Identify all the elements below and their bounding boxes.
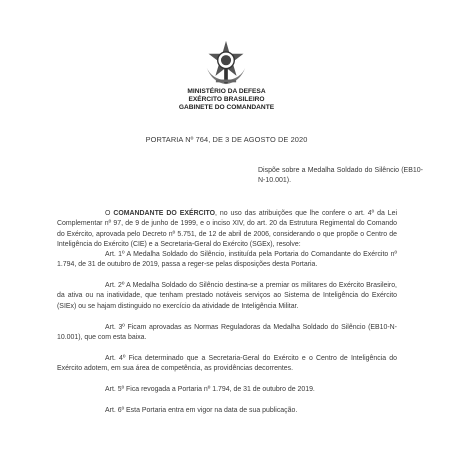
article-1: Art. 1º A Medalha Soldado do Silêncio, instituída pela Portaria do Comandante do Exército nº 1.794, de 31 de outubro de 2019, passa a reger-se pelas disposições desta Portaria. <box>57 251 397 269</box>
cabinet-name: GABINETE DO COMANDANTE <box>178 104 275 111</box>
article-3: Art. 3º Ficam aprovadas as Normas Reguladoras da Medalha Soldado do Silêncio (EB10-N-10.001), que com esta baixa. <box>57 324 397 342</box>
commander-title: COMANDANTE DO EXÉRCITO <box>113 210 216 217</box>
preamble-lead: O <box>105 210 114 217</box>
preamble-text: , no uso das atribuições que lhe confere o art. 4º da Lei Complementar nº 97, de 9 de junho de 1999, e o inciso XIV, do art. 20 da Estrutura Regimental do Comando do Exército, aprovada pelo Decreto nº 5.751, de 12 de abril de 2006, considerando o que propõe o Centro de Inteligência do Exército (CIE) e a Secretaria-Geral do Exército (SGEx), resolve: <box>57 210 397 248</box>
ministry-name: MINISTÉRIO DA DEFESA <box>187 88 266 95</box>
article-5: Art. 5º Fica revogada a Portaria nº 1.794, de 31 de outubro de 2019. <box>105 386 315 393</box>
brazil-coat-of-arms-icon <box>203 40 249 86</box>
article-2: Art. 2º A Medalha Soldado do Silêncio destina-se a premiar os militares do Exército Brasileiro, da ativa ou na inatividade, que tenham prestado notáveis serviços ao Sistema de Inteligência do Exército (SIEx) ou se hajam distinguido no exercício da atividade de Inteligência Militar. <box>57 282 397 310</box>
preamble-paragraph <box>57 209 397 250</box>
article-4: Art. 4º Fica determinado que a Secretaria-Geral do Exército e o Centro de Inteligência do Exército adotem, em sua área de competência, as providências decorrentes. <box>57 355 397 373</box>
ordinance-title: PORTARIA Nº 764, DE 3 DE AGOSTO DE 2020 <box>145 135 308 144</box>
ordinance-summary: Dispõe sobre a Medalha Soldado do Silêncio (EB10-N-10.001). <box>258 167 423 184</box>
army-name: EXÉRCITO BRASILEIRO <box>188 96 265 103</box>
article-6: Art. 6º Esta Portaria entra em vigor na data de sua publicação. <box>105 407 298 414</box>
